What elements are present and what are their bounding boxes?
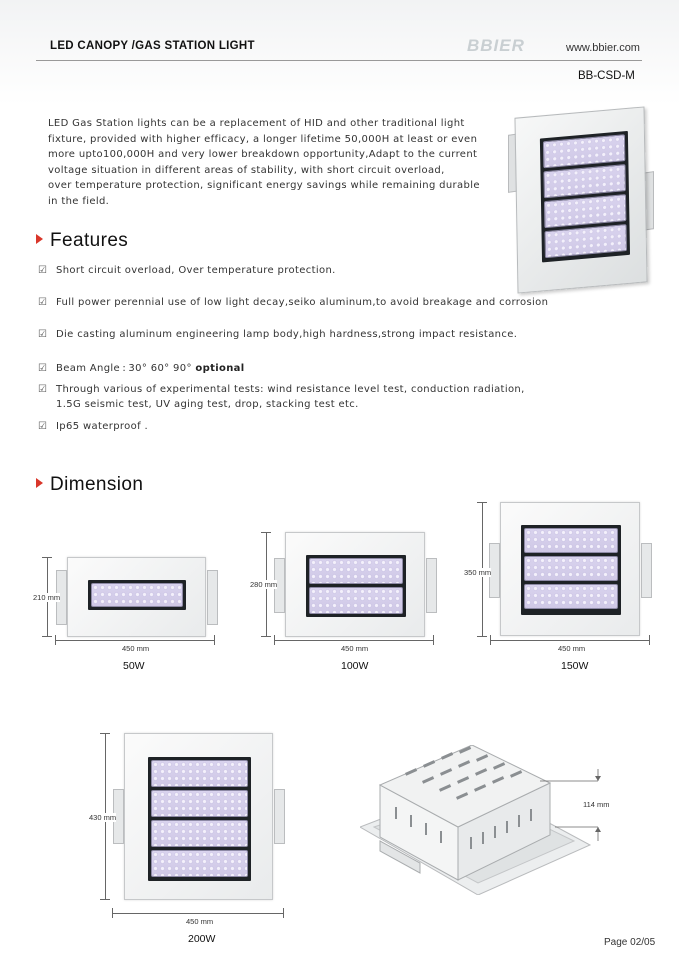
- dimension-tick: [100, 899, 110, 900]
- dimension-tick: [42, 636, 52, 637]
- dimension-heading: Dimension: [36, 474, 143, 496]
- intro-line: LED Gas Station lights can be a replacement of HID and other traditional light: [48, 118, 465, 129]
- dimension-tick: [477, 636, 487, 637]
- dimension-tick: [274, 635, 275, 645]
- width-label: 450 mm: [558, 644, 586, 653]
- page-title: LED CANOPY /GAS STATION LIGHT: [50, 40, 255, 52]
- dimension-tick: [433, 635, 434, 645]
- intro-line: more upto100,000H and very lower breakdown opportunity,Adapt to the current: [48, 149, 478, 160]
- page-number: Page 02/05: [604, 937, 656, 948]
- dimension-tick: [490, 635, 491, 645]
- dimension-tick: [261, 532, 271, 533]
- width-label: 450 mm: [186, 917, 214, 926]
- intro-line: voltage situation in different areas of stability, with short circuit overload,: [48, 164, 445, 176]
- lamp-side-view-drawing: [360, 745, 630, 895]
- checkbox-icon: ☑: [38, 363, 48, 374]
- hero-product-image: [508, 112, 650, 290]
- brand-logo: BBIER: [467, 36, 525, 55]
- optional-label: optional: [195, 363, 245, 374]
- checkbox-icon: ☑: [38, 329, 48, 340]
- width-dimension-line: [55, 640, 215, 641]
- intro-line: fixture, provided with higher efficacy, a longer lifetime 50,000H at least or even: [48, 133, 478, 145]
- width-dimension-line: [112, 913, 284, 914]
- width-label: 450 mm: [122, 644, 150, 653]
- feature-item: ☑ Full power perennial use of low light decay,seiko aluminum,to avoid breakage and corrosion: [38, 297, 549, 308]
- wattage-label: 50W: [123, 660, 145, 672]
- intro-paragraph: [48, 116, 498, 209]
- lamp-200w-drawing: [124, 733, 273, 900]
- wattage-label: 100W: [341, 660, 369, 672]
- dimension-tick: [477, 502, 487, 503]
- section-arrow-icon: [36, 478, 43, 488]
- model-number: BB-CSD-M: [578, 70, 635, 82]
- checkbox-icon: ☑: [38, 297, 48, 308]
- dimension-tick: [55, 635, 56, 645]
- lamp-150w-drawing: [500, 502, 640, 636]
- dimension-tick: [261, 636, 271, 637]
- height-label: 430 mm: [89, 813, 117, 822]
- feature-item: ☑ Short circuit overload, Over temperature protection.: [38, 265, 336, 276]
- dimension-tick: [649, 635, 650, 645]
- wattage-label: 150W: [561, 660, 589, 672]
- dimension-tick: [100, 733, 110, 734]
- dimension-tick: [112, 908, 113, 918]
- height-label: 350 mm: [464, 568, 492, 577]
- lamp-50w-drawing: [67, 557, 206, 637]
- depth-label: 114 mm: [583, 800, 610, 809]
- width-dimension-line: [274, 640, 434, 641]
- header-divider: [36, 60, 642, 61]
- feature-item: ☑ Through various of experimental tests: wind resistance level test, conduction radiation, 1.5G seismic test, UV aging test, drop, stacking test etc.: [38, 384, 525, 410]
- checkbox-icon: ☑: [38, 265, 48, 276]
- dimension-tick: [42, 557, 52, 558]
- section-arrow-icon: [36, 234, 43, 244]
- feature-item-continued: 1.5G seismic test, UV aging test, drop, stacking test etc.: [56, 399, 359, 410]
- lamp-100w-drawing: [285, 532, 425, 637]
- feature-item: ☑ Beam Angle : 30° 60° 90° optional: [38, 363, 245, 374]
- dimension-tick: [283, 908, 284, 918]
- feature-item: ☑ Ip65 waterproof .: [38, 421, 148, 432]
- checkbox-icon: ☑: [38, 421, 48, 432]
- height-label: 280 mm: [250, 580, 278, 589]
- width-dimension-line: [490, 640, 650, 641]
- website-link[interactable]: www.bbier.com: [566, 42, 640, 54]
- checkbox-icon: ☑: [38, 384, 48, 395]
- intro-line: in the field.: [48, 195, 110, 207]
- height-label: 210 mm: [33, 593, 61, 602]
- wattage-label: 200W: [188, 933, 216, 945]
- features-heading: Features: [36, 230, 128, 252]
- width-label: 450 mm: [341, 644, 369, 653]
- intro-line: over temperature protection, significant energy savings while remaining durable: [48, 180, 480, 191]
- lamp-side-view-figure: [360, 745, 630, 895]
- feature-item: ☑ Die casting aluminum engineering lamp body,high hardness,strong impact resistance.: [38, 329, 518, 340]
- dimension-tick: [214, 635, 215, 645]
